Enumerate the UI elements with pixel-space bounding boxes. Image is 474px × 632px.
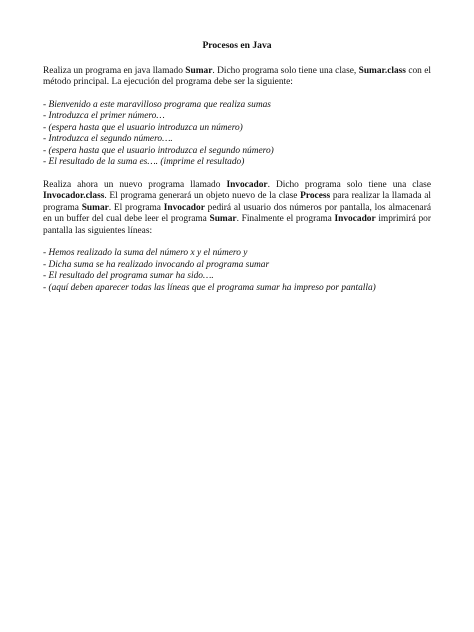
text-run: Realiza un programa en java llamado (43, 65, 186, 76)
invocador-output-list (43, 248, 431, 294)
list-item: - (espera hasta que el usuario introduzca un número) (43, 122, 243, 133)
text-run: imprimirá por pantalla las siguientes líneas: (43, 214, 431, 236)
document-page (43, 40, 431, 305)
list-item: - (aquí deben aparecer todas las líneas que el programa sumar ha impreso por pantalla) (43, 282, 376, 293)
list-item: - Dicha suma se ha realizado invocando al programa sumar (43, 259, 270, 270)
text-run: . El programa (108, 202, 164, 213)
text-run: . Finalmente el programa (236, 214, 335, 224)
bold-term: Sumar.class (358, 65, 406, 76)
bold-term: Sumar (185, 65, 213, 76)
text-run: con el método principal. La ejecución del programa debe ser la siguiente: (43, 65, 431, 87)
bold-term: Invocador.class (43, 191, 105, 201)
document-title: Procesos en Java (202, 40, 272, 51)
list-item: - El resultado de la suma es…. (imprime el resultado) (43, 157, 245, 167)
text-run: Realiza ahora un nuevo programa llamado (43, 179, 227, 190)
bold-term: Sumar (209, 214, 237, 224)
text-run: . Dicho programa solo tiene una clase (267, 179, 431, 190)
paragraph-invocador (43, 180, 431, 238)
bold-term: Invocador (163, 202, 205, 213)
list-item: - (espera hasta que el usuario introduzca el segundo número) (43, 145, 274, 156)
text-run: . Dicho programa solo tiene una clase, (212, 65, 359, 76)
list-item: - Hemos realizado la suma del número x y el número y (43, 248, 248, 258)
sumar-output-list (43, 100, 431, 169)
bold-term: Process (300, 191, 331, 201)
list-item: - El resultado del programa sumar ha sido…. (43, 271, 214, 281)
text-run: pedirá al usuario dos números por pantalla, los almacenará en un buffer del cual debe leer el programa (43, 202, 431, 224)
text-run: . El programa generará un objeto nuevo de la clase (104, 191, 301, 201)
list-item: - Introduzca el segundo número…. (43, 134, 173, 144)
bold-term: Invocador (334, 214, 376, 224)
list-item: - Bienvenido a este maravilloso programa que realiza sumas (43, 99, 271, 110)
list-item: - Introduzca el primer número… (43, 111, 165, 121)
text-run: para realizar la llamada al programa (43, 191, 431, 213)
paragraph-sumar (43, 66, 431, 89)
bold-term: Invocador (226, 179, 268, 190)
bold-term: Sumar (81, 202, 109, 213)
